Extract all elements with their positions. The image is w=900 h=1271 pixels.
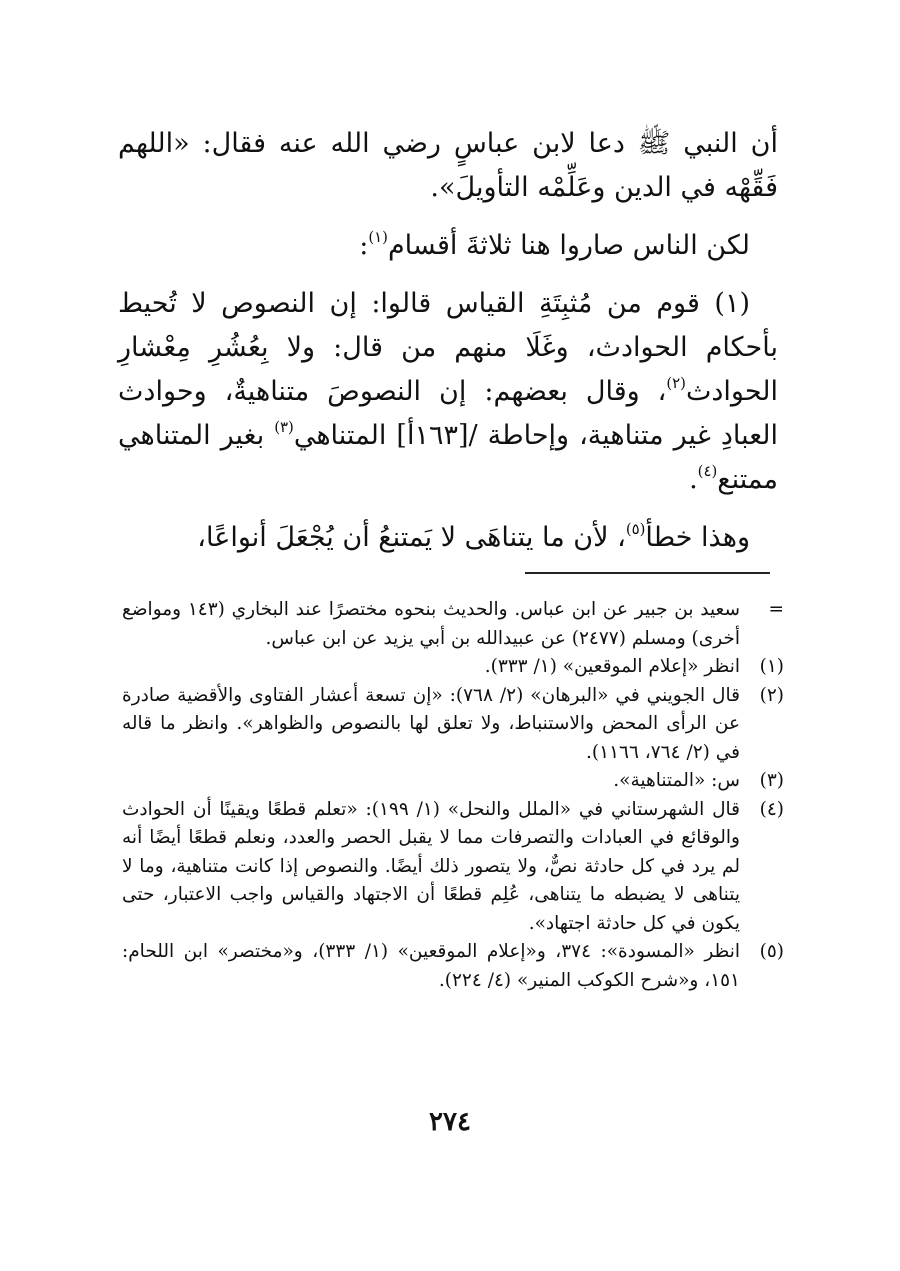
footnote-text: انظر «المسودة»: ٣٧٤، و«إعلام الموقعين» (١/ ٣٣٣)، و«مختصر» ابن اللحام: ١٥١، و«شرح الكوكب المنير» (٤/ ٢٢٤). — [122, 941, 740, 991]
footnote-number: (٥) — [759, 941, 784, 962]
footnote-text: انظر «إعلام الموقعين» (١/ ٣٣٣). — [484, 656, 740, 677]
footnote-4 — [122, 796, 784, 939]
footnote-number: (٤) — [759, 798, 784, 820]
paragraph-2-colon: : — [359, 230, 369, 261]
paragraph-3-text-d: . — [689, 464, 698, 495]
paragraph-1 — [118, 122, 778, 210]
footnote-1 — [122, 653, 784, 682]
footnote-marker: = — [768, 599, 784, 620]
paragraph-1-text: أن النبي ﷺ دعا لابن عباسٍ رضي الله عنه فقال: «اللهم فَقِّهْه في الدين وعَلِّمْه التأويلَ». — [118, 128, 778, 203]
footnote-text: سعيد بن جبير عن ابن عباس. والحديث بنحوه مختصرًا عند البخاري (١٤٣ ومواضع أخرى) ومسلم (٢٤٧٧) عن عبيدالله بن أبي يزيد عن ابن عباس. — [122, 599, 740, 649]
paragraph-3-text-a: (١) قوم من مُثبِتَةِ القياس قالوا: إن النصوص لا تُحيط بأحكام الحوادث، وغَلَا منهم من قال: ولا بِعُشُرِ مِعْشارِ الحوادث — [118, 288, 778, 407]
paragraph-4 — [118, 516, 778, 560]
footnote-ref-4[interactable]: (٤) — [697, 462, 718, 481]
paragraph-4-text-b: ، لأن ما يتناهَى لا يَمتنعُ أن يُجْعَلَ أنواعًا، — [197, 522, 626, 553]
main-text — [118, 122, 778, 560]
paragraph-3-text-b: ، وقال بعضهم: إن النصوصَ متناهيةٌ، وحوادث العبادِ غير متناهية، وإحاطة /[١٦٣أ] المتناهي — [118, 376, 778, 451]
paragraph-2 — [118, 224, 778, 268]
paragraph-3-text-c: بغير المتناهي ممتنع — [118, 420, 778, 495]
footnote-5 — [122, 938, 784, 995]
paragraph-4-text-a: وهذا خطأ — [645, 522, 750, 553]
footnote-ref-2[interactable]: (٢) — [666, 374, 686, 393]
footnote-text: قال الشهرستاني في «الملل والنحل» (١/ ١٩٩): «تعلم قطعًا ويقينًا أن الحوادث والوقائع في العبادات والتصرفات مما لا يقبل الحصر والعدد، ونعلم قطعًا أيضًا أنه لم يرد في كل حادثة نصٌّ، ولا يتصور ذلك أيضًا. والنصوص إذا كانت متناهية، وما لا يتناهى لا يضبطه ما يتناهى، عُلِم قطعًا أن الاجتهاد والقياس واجب الاعتبار، حتى يكون في كل حادثة اجتهاد». — [122, 798, 740, 934]
footnote-text: س: «المتناهية». — [613, 770, 740, 791]
paragraph-3 — [118, 282, 778, 502]
footnotes — [122, 596, 784, 995]
paragraph-2-text: لكن الناس صاروا هنا ثلاثةَ أقسام — [387, 230, 750, 261]
footnote-number: (٣) — [759, 770, 784, 791]
footnote-2 — [122, 682, 784, 768]
footnote-separator — [525, 572, 770, 574]
footnote-ref-3[interactable]: (٣) — [274, 418, 294, 437]
footnote-3 — [122, 767, 784, 796]
page-number: ٢٧٤ — [429, 1107, 471, 1137]
footnote-ref-1[interactable]: (١) — [368, 228, 388, 247]
footnote-ref-5[interactable]: (٥) — [625, 520, 646, 539]
footnote-number: (٢) — [759, 684, 784, 706]
footnote-continued — [122, 596, 784, 653]
footnote-text: قال الجويني في «البرهان» (٢/ ٧٦٨): «إن تسعة أعشار الفتاوى والأقضية صادرة عن الرأى المحض والاستنباط، ولا تعلق لها بالنصوص والظواهر». وانظر ما قاله في (٢/ ٧٦٤، ١١٦٦). — [122, 684, 740, 763]
footnote-number: (١) — [759, 656, 784, 677]
